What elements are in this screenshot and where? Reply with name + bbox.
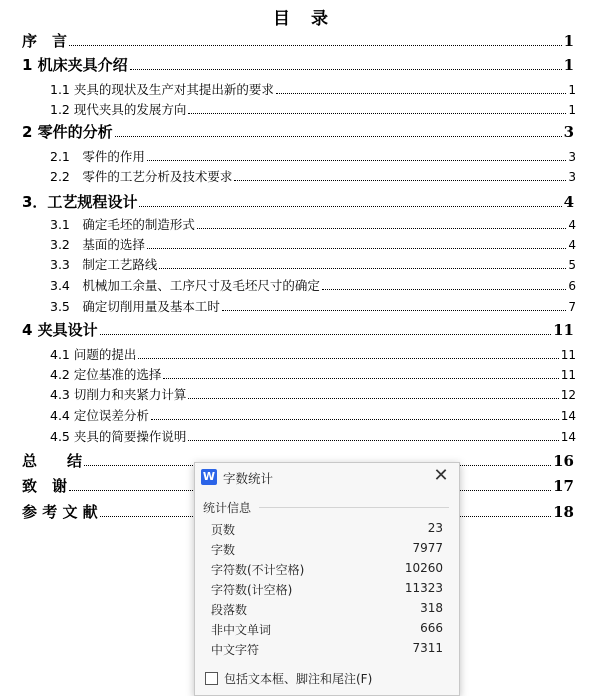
toc-leader-dots	[115, 135, 562, 137]
toc-entry-chapter[interactable]	[22, 319, 574, 340]
toc-entry-section[interactable]	[50, 215, 576, 233]
toc-entry-page-number: 3	[563, 123, 574, 141]
word-count-dialog	[194, 462, 460, 696]
toc-entry-page-number: 3	[568, 170, 576, 184]
toc-entry-label: 3.3 制定工艺路线	[50, 257, 158, 272]
toc-leader-dots	[188, 397, 558, 399]
toc-entry-page-number: 1	[568, 83, 576, 97]
checkbox-label: 包括文本框、脚注和尾注(F)	[224, 672, 373, 686]
toc-entry-chapter[interactable]	[22, 30, 574, 51]
toc-leader-dots	[130, 68, 562, 70]
toc-entry-label: 3.5 确定切削用量及基本工时	[50, 299, 220, 314]
toc-entry-page-number: 17	[553, 477, 574, 495]
dialog-title: 字数统计	[223, 471, 274, 486]
toc-entry-label: 序 言	[22, 32, 68, 50]
toc-leader-dots	[234, 179, 566, 181]
stat-row	[211, 559, 443, 579]
stat-value: 7977	[412, 541, 443, 555]
stat-value: 666	[420, 621, 443, 635]
stat-label: 字符数(不计空格)	[211, 563, 305, 577]
toc-entry-page-number: 11	[560, 348, 576, 362]
toc-entry-page-number: 14	[560, 409, 576, 423]
toc-entry-page-number: 18	[553, 503, 574, 521]
toc-entry-section[interactable]	[50, 235, 576, 253]
toc-entry-chapter[interactable]	[22, 191, 574, 212]
toc-entry-page-number: 1	[563, 32, 574, 50]
toc-entry-page-number: 7	[568, 300, 576, 314]
toc-entry-label: 1.2 现代夹具的发展方向	[50, 102, 187, 117]
toc-entry-section[interactable]	[50, 297, 576, 315]
toc-leader-dots	[188, 112, 566, 114]
stat-label: 非中文单词	[211, 623, 272, 637]
dialog-title-bar[interactable]	[195, 463, 459, 491]
checkbox-box[interactable]	[205, 672, 218, 685]
toc-entry-label: 3.2 基面的选择	[50, 237, 145, 252]
toc-entry-section[interactable]	[50, 365, 576, 383]
toc-title: 目 录	[273, 9, 330, 29]
stat-label: 中文字符	[211, 643, 260, 657]
toc-entry-section[interactable]	[50, 427, 576, 445]
toc-entry-label: 4.4 定位误差分析	[50, 408, 149, 423]
toc-entry-section[interactable]	[50, 385, 576, 403]
toc-entry-chapter[interactable]	[22, 121, 574, 142]
toc-entry-section[interactable]	[50, 167, 576, 185]
stat-label: 页数	[211, 523, 236, 537]
toc-entry-label: 1 机床夹具介绍	[22, 56, 128, 74]
toc-entry-page-number: 1	[568, 103, 576, 117]
toc-entry-section[interactable]	[50, 147, 576, 165]
toc-entry-label: 2 零件的分析	[22, 123, 113, 141]
toc-entry-chapter[interactable]	[22, 54, 574, 75]
toc-entry-page-number: 6	[568, 279, 576, 293]
stat-label: 字数	[211, 543, 236, 557]
toc-entry-page-number: 4	[568, 238, 576, 252]
toc-entry-section[interactable]	[50, 345, 576, 363]
stat-value: 23	[427, 521, 443, 535]
toc-leader-dots	[188, 439, 558, 441]
stats-group-label: 统计信息	[203, 501, 252, 515]
stat-row	[211, 599, 443, 619]
group-divider	[259, 507, 449, 508]
toc-entry-page-number: 14	[560, 430, 576, 444]
toc-entry-label: 4 夹具设计	[22, 321, 98, 339]
stat-label: 段落数	[211, 603, 248, 617]
toc-entry-label: 参 考 文 献	[22, 503, 98, 521]
toc-entry-label: 致 谢	[22, 477, 68, 495]
toc-leader-dots	[151, 418, 559, 420]
toc-entry-page-number: 12	[560, 388, 576, 402]
toc-entry-section[interactable]	[50, 100, 576, 118]
toc-leader-dots	[147, 159, 566, 161]
toc-entry-page-number: 16	[553, 452, 574, 470]
toc-entry-page-number: 4	[563, 193, 574, 211]
toc-leader-dots	[147, 247, 566, 249]
include-textbox-footnote-checkbox[interactable]	[205, 670, 372, 687]
toc-leader-dots	[222, 309, 566, 311]
toc-entry-page-number: 1	[563, 56, 574, 74]
stat-row	[211, 519, 443, 539]
toc-entry-section[interactable]	[50, 255, 576, 273]
stat-row	[211, 579, 443, 599]
toc-leader-dots	[100, 333, 551, 335]
stat-row	[211, 619, 443, 639]
stat-row	[211, 639, 443, 659]
toc-entry-label: 总 结	[22, 452, 83, 470]
toc-leader-dots	[139, 205, 561, 207]
toc-entry-label: 2.1 零件的作用	[50, 149, 145, 164]
toc-leader-dots	[276, 92, 567, 94]
toc-entry-label: 4.5 夹具的简要操作说明	[50, 429, 187, 444]
toc-entry-page-number: 11	[553, 321, 574, 339]
wps-writer-icon: W	[202, 470, 216, 483]
toc-entry-label: 3.1 确定毛坯的制造形式	[50, 217, 195, 232]
stat-label: 字符数(计空格)	[211, 583, 293, 597]
close-icon[interactable]: ✕	[433, 465, 449, 486]
toc-entry-label: 2.2 零件的工艺分析及技术要求	[50, 169, 233, 184]
toc-leader-dots	[322, 288, 566, 290]
toc-leader-dots	[69, 44, 562, 46]
toc-leader-dots	[138, 357, 558, 359]
toc-entry-label: 3.4 机械加工余量、工序尺寸及毛坯尺寸的确定	[50, 278, 320, 293]
toc-entry-section[interactable]	[50, 80, 576, 98]
toc-entry-page-number: 11	[560, 368, 576, 382]
stat-value: 318	[420, 601, 443, 615]
toc-entry-label: 3．工艺规程设计	[22, 193, 138, 211]
toc-entry-label: 4.1 问题的提出	[50, 347, 137, 362]
toc-entry-label: 4.2 定位基准的选择	[50, 367, 162, 382]
stat-value: 11323	[404, 581, 443, 595]
stat-value: 10260	[404, 561, 443, 575]
stat-row	[211, 539, 443, 559]
toc-leader-dots	[197, 227, 566, 229]
toc-leader-dots	[163, 377, 558, 379]
toc-entry-page-number: 4	[568, 218, 576, 232]
toc-entry-page-number: 3	[568, 150, 576, 164]
toc-entry-section[interactable]	[50, 276, 576, 294]
toc-entry-section[interactable]	[50, 406, 576, 424]
toc-leader-dots	[159, 267, 566, 269]
stat-value: 7311	[412, 641, 443, 655]
toc-entry-label: 1.1 夹具的现状及生产对其提出新的要求	[50, 82, 274, 97]
toc-entry-page-number: 5	[568, 258, 576, 272]
toc-entry-label: 4.3 切削力和夹紧力计算	[50, 387, 187, 402]
